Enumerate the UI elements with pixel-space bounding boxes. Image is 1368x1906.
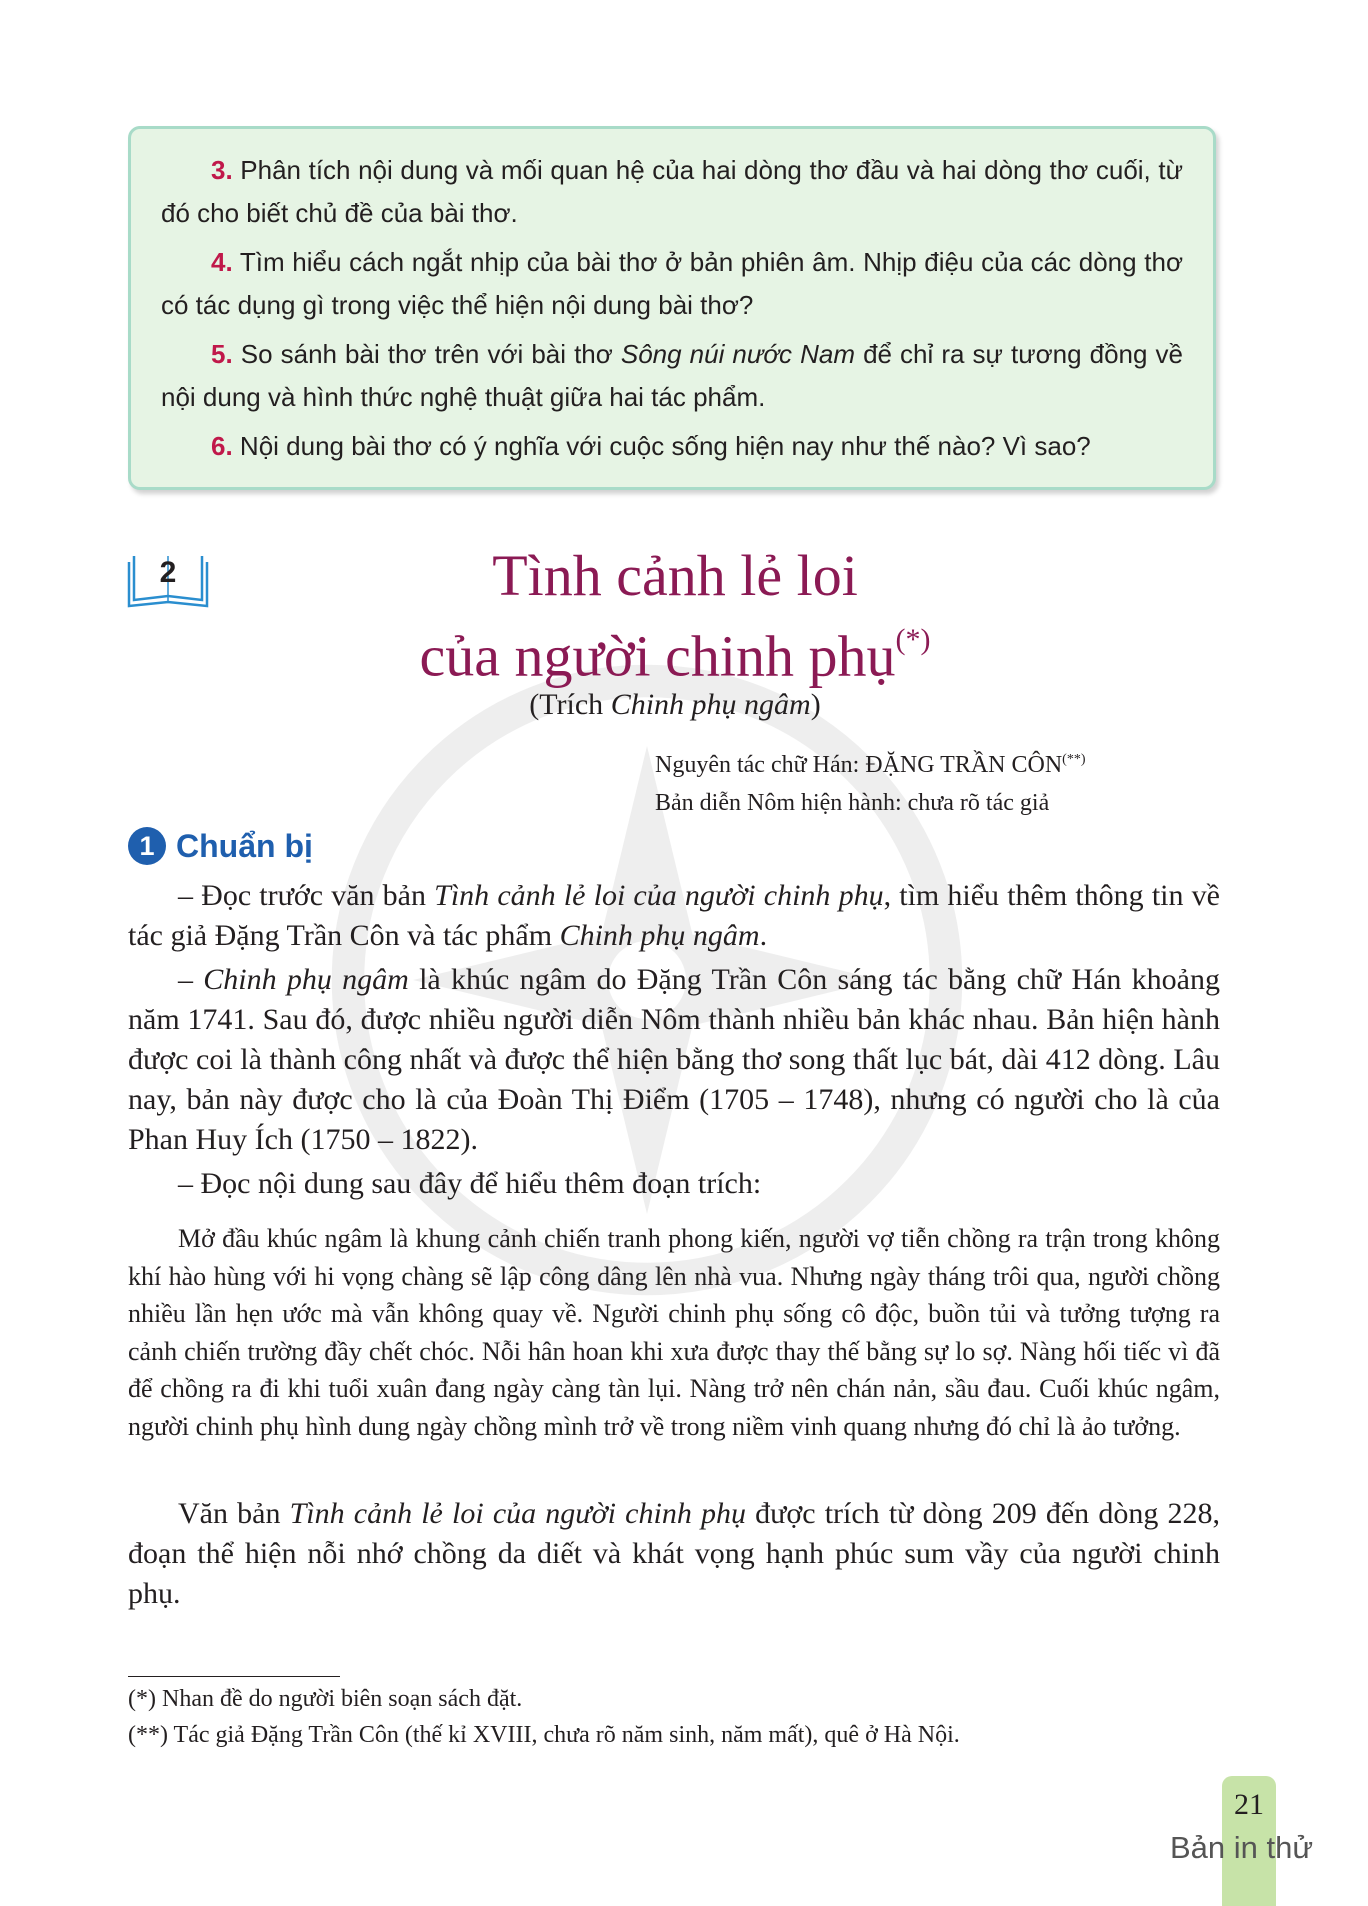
section-number: 1 xyxy=(128,827,166,865)
summary-paragraph: Mở đầu khúc ngâm là khung cảnh chiến tranh phong kiến, người vợ tiễn chồng ra trận trong không khí hào hùng với hi vọng chàng sẽ lập công dâng lên nhà vua. Nhưng ngày tháng trôi qua, người chồng nhiều lần hẹn ước mà vẫn không quay về. Người chinh phụ sống cô độc, buồn tủi và tưởng tượng ra cảnh chiến trường đầy chết chóc. Nỗi hân hoan khi xưa được thay thế bằng sự lo sợ. Nàng hối tiếc vì đã để chồng ra đi khi tuổi xuân đang ngày càng tàn lụi. Nàng trở nên chán nản, sầu đau. Cuối khúc ngâm, người chinh phụ hình dung ngày chồng mình trở về trong niềm vinh quang nhưng đó chỉ là ảo tưởng. xyxy=(128,1224,1220,1441)
question-text-post: để chỉ ra sự tương đồng về nội dung và hình thức nghệ thuật giữa hai tác phẩm. xyxy=(161,339,1183,412)
question-number: 6. xyxy=(211,431,233,461)
text-em: Chinh phụ ngâm xyxy=(559,919,760,952)
text: là khúc ngâm do Đặng Trần Côn sáng tác bằng chữ Hán khoảng năm 1741. Sau đó, được nhiều người diễn Nôm thành nhiều bản khác nhau. Bản hiện hành được coi là thành công nhất và được thể hiện bằng thơ song thất lục bát, dài 412 dòng. Lâu nay, bản này được cho là của Đoàn Thị Điểm (1705 – 1748), nhưng có người cho là của Phan Huy Ích (1750 – 1822). xyxy=(128,963,1220,1156)
paragraph-1 xyxy=(128,876,1220,956)
subtitle-post: ) xyxy=(810,688,821,721)
text-em: Tình cảnh lẻ loi của người chinh phụ xyxy=(434,879,884,912)
question-text: Tìm hiểu cách ngắt nhịp của bài thơ ở bản phiên âm. Nhịp điệu của các dòng thơ có tác dụng gì trong việc thể hiện nội dung bài thơ? xyxy=(161,247,1183,320)
lesson-number-badge xyxy=(126,550,210,610)
author-original xyxy=(655,745,1086,780)
excerpt-note xyxy=(128,1494,1220,1618)
question-number: 4. xyxy=(211,247,233,277)
question-3 xyxy=(161,149,1183,235)
lesson-title-text: của người chinh phụ xyxy=(419,623,896,689)
question-text-em: Sông núi nước Nam xyxy=(620,339,856,369)
lesson-title-line1: Tình cảnh lẻ loi xyxy=(492,543,858,608)
author-nom: Bản diễn Nôm hiện hành: chưa rõ tác giả xyxy=(655,790,1050,816)
question-text: Nội dung bài thơ có ý nghĩa với cuộc sống hiện nay như thế nào? Vì sao? xyxy=(239,431,1091,461)
text-em: Chinh phụ ngâm xyxy=(203,963,409,996)
subtitle-work: Chinh phụ ngâm xyxy=(610,688,811,721)
question-number: 5. xyxy=(211,339,233,369)
title-footnote-mark: (*) xyxy=(895,623,931,656)
lesson-subtitle xyxy=(200,688,1150,722)
author-original-text: Nguyên tác chữ Hán: ĐẶNG TRẦN CÔN xyxy=(655,752,1063,778)
text: , tìm hiểu thêm thông tin về tác giả Đặng Trần Côn và tác phẩm xyxy=(128,879,1220,952)
paragraph-3: – Đọc nội dung sau đây để hiểu thêm đoạn trích: xyxy=(178,1167,762,1200)
text: – xyxy=(178,963,204,996)
question-6 xyxy=(161,425,1183,468)
subtitle-pre: (Trích xyxy=(529,688,611,721)
question-5 xyxy=(161,333,1183,419)
section-heading xyxy=(128,824,313,868)
question-number: 3. xyxy=(211,155,233,185)
text: – Đọc trước văn bản xyxy=(178,879,435,912)
proof-label: Bản in thử xyxy=(1170,1830,1314,1865)
footnote-divider xyxy=(128,1676,340,1677)
author-footnote-mark: (**) xyxy=(1062,752,1086,767)
section-label: Chuẩn bị xyxy=(176,827,313,864)
question-box xyxy=(128,126,1216,490)
lesson-title-line2 xyxy=(200,614,1150,688)
paragraph-2 xyxy=(128,960,1220,1160)
paragraph-4 xyxy=(128,1494,1220,1614)
question-text-pre: So sánh bài thơ trên với bài thơ xyxy=(240,339,621,369)
preparation-text xyxy=(128,876,1220,1208)
text: . xyxy=(759,919,768,952)
text: được trích từ dòng 209 đến dòng 228, đoạn thể hiện nỗi nhớ chồng da diết và khát vọng hạnh phúc sum vầy của người chinh phụ. xyxy=(128,1497,1220,1610)
summary-text xyxy=(128,1220,1220,1445)
text: Văn bản xyxy=(178,1497,290,1530)
page-number: 21 xyxy=(1234,1788,1264,1821)
question-text: Phân tích nội dung và mối quan hệ của hai dòng thơ đầu và hai dòng thơ cuối, từ đó cho biết chủ đề của bài thơ. xyxy=(161,155,1183,228)
footnote-2: (**) Tác giả Đặng Trần Côn (thế kỉ XVIII, chưa rõ năm sinh, năm mất), quê ở Hà Nội. xyxy=(128,1722,960,1748)
question-4 xyxy=(161,241,1183,327)
footnote-1: (*) Nhan đề do người biên soạn sách đặt. xyxy=(128,1686,523,1712)
lesson-number: 2 xyxy=(159,556,177,589)
text-em: Tình cảnh lẻ loi của người chinh phụ xyxy=(289,1497,746,1530)
